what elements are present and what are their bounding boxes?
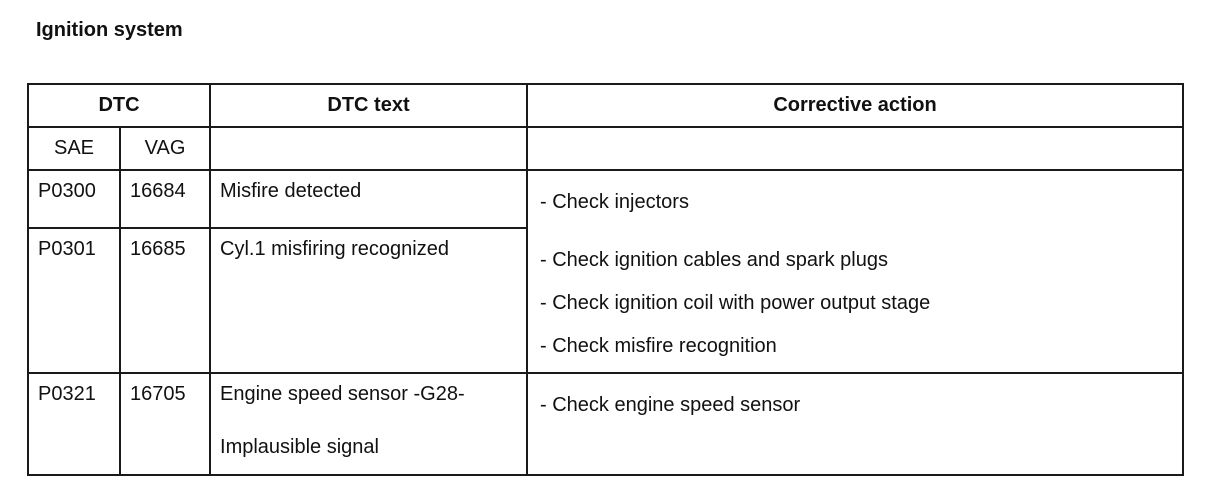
vag-header: VAG (120, 127, 210, 170)
subheader-row (28, 127, 1183, 170)
dtc-text (210, 170, 527, 228)
dtc-text-header: DTC text (210, 84, 527, 127)
empty-cell (527, 127, 1183, 170)
dtc-text-line: Cyl.1 misfiring recognized (220, 238, 449, 260)
vag-code: 16705 (120, 373, 210, 475)
dtc-text (210, 373, 527, 475)
action-line: - Check injectors (540, 191, 689, 213)
table-row (28, 170, 1183, 228)
dtc-text-line: Implausible signal (220, 436, 379, 458)
table-row (28, 373, 1183, 475)
dtc-table (27, 83, 1184, 476)
dtc-text-line: Engine speed sensor -G28- (220, 383, 465, 405)
sae-code: P0321 (28, 373, 120, 475)
action-line: - Check ignition cables and spark plugs (540, 249, 888, 271)
corrective-action-cell (527, 373, 1183, 475)
corrective-action-cell (527, 170, 1183, 373)
vag-code: 16684 (120, 170, 210, 228)
sae-code: P0301 (28, 228, 120, 373)
empty-cell (210, 127, 527, 170)
header-row (28, 84, 1183, 127)
action-line: - Check misfire recognition (540, 335, 777, 357)
page-title: Ignition system (36, 19, 183, 41)
action-line: - Check engine speed sensor (540, 394, 801, 416)
dtc-header: DTC (28, 84, 210, 127)
action-line: - Check ignition coil with power output stage (540, 292, 931, 314)
vag-code: 16685 (120, 228, 210, 373)
sae-header: SAE (28, 127, 120, 170)
sae-code: P0300 (28, 170, 120, 228)
corrective-action-header: Corrective action (527, 84, 1183, 127)
dtc-text-line: Misfire detected (220, 180, 362, 202)
dtc-text (210, 228, 527, 373)
